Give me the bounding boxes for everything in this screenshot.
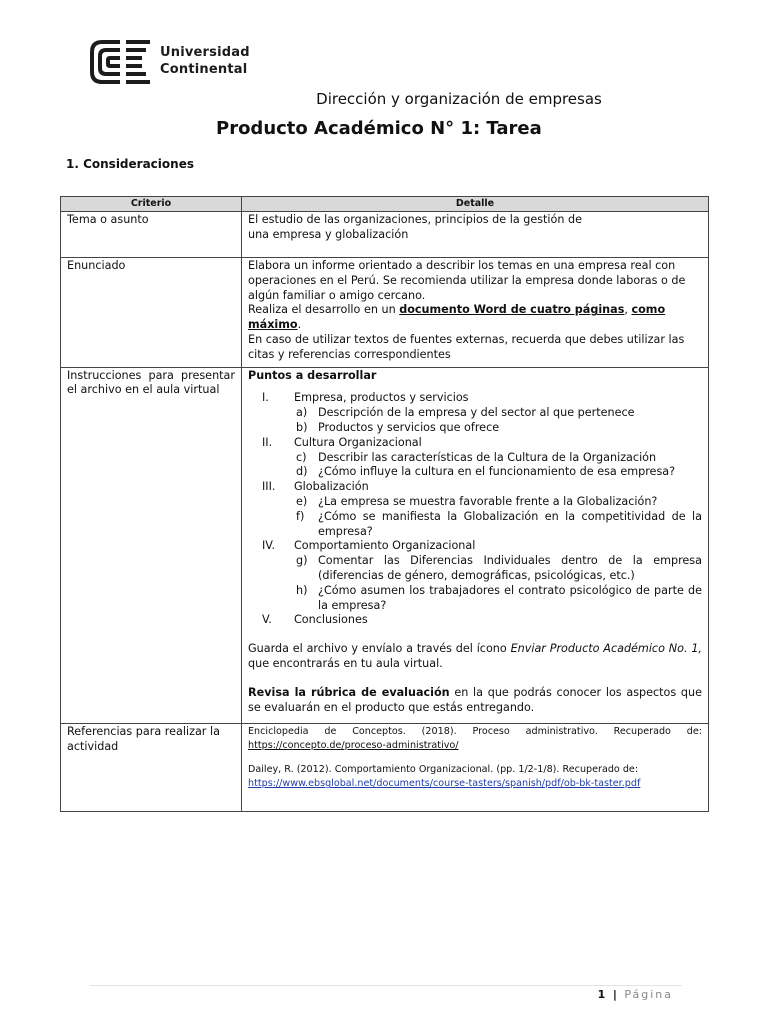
- emphasis-text: como máximo: [248, 303, 666, 332]
- point-text: Comentar las Diferencias Individuales dentro de la empresa (diferencias de género, demográficas, psicológicas, etc.): [318, 554, 702, 582]
- point-text: Conclusiones: [294, 613, 368, 627]
- point-number: III.: [262, 480, 276, 494]
- page-title: Producto Académico N° 1: Tarea: [216, 118, 542, 139]
- row-criterio: Instrucciones para presentar el archivo en el aula virtual: [61, 367, 242, 724]
- emphasis-text: documento Word de cuatro páginas: [399, 303, 625, 317]
- submit-instructions: Guarda el archivo y envíalo a través del ícono Enviar Producto Académico No. 1, que encontrarás en tu aula virtual.: [248, 642, 702, 670]
- reference-1: Enciclopedia de Conceptos. (2018). Proceso administrativo. Recuperado de: https://concepto.de/proceso-administrativo/: [248, 726, 702, 752]
- considerations-table: [60, 196, 709, 812]
- enunciado-paragraph: En caso de utilizar textos de fuentes externas, recuerda que debes utilizar las citas y referencias correspondientes: [248, 332, 685, 361]
- page-number: 1: [597, 988, 608, 1001]
- point-item: [248, 391, 702, 406]
- point-number: f): [296, 509, 305, 523]
- sub-point-item: [248, 554, 702, 584]
- point-text: ¿Cómo asumen los trabajadores el contrato psicológico de parte de la empresa?: [318, 583, 702, 612]
- point-text: Empresa, productos y servicios: [294, 391, 469, 405]
- point-number: b): [296, 420, 308, 434]
- sub-point-item: [248, 421, 702, 436]
- page-footer: 1 | Página: [597, 988, 673, 1001]
- point-text: ¿La empresa se muestra favorable frente a la Globalización?: [318, 494, 658, 508]
- table-row: [61, 367, 709, 724]
- logo-line-2: Continental: [160, 62, 248, 77]
- point-item: [248, 480, 702, 495]
- table-header-row: [61, 197, 709, 212]
- points-heading: Puntos a desarrollar: [248, 368, 377, 382]
- point-item: [248, 613, 702, 628]
- row-detalle: [242, 212, 709, 258]
- point-number: I.: [262, 391, 269, 405]
- reference-link[interactable]: https://www.ebsglobal.net/documents/course-tasters/spanish/pdf/ob-bk-taster.pdf: [248, 778, 641, 790]
- row-criterio: Tema o asunto: [61, 212, 242, 258]
- reference-link[interactable]: https://concepto.de/proceso-administrativo/: [248, 740, 459, 752]
- reference-2: Dailey, R. (2012). Comportamiento Organizacional. (pp. 1/2-1/8). Recuperado de:: [248, 764, 639, 776]
- detalle-line: una empresa y globalización: [248, 227, 409, 241]
- point-number: c): [296, 450, 307, 464]
- point-number: d): [296, 465, 308, 479]
- point-number: e): [296, 494, 308, 508]
- row-detalle: [242, 724, 709, 812]
- table-row: [61, 724, 709, 812]
- logo-line-1: Universidad: [160, 45, 250, 60]
- rubric-note: Revisa la rúbrica de evaluación en la que podrás conocer los aspectos que se evaluarán en el producto que estás entregando.: [248, 685, 702, 714]
- enunciado-paragraph: Realiza el desarrollo en un documento Word de cuatro páginas, como máximo.: [248, 303, 666, 332]
- row-criterio: Enunciado: [61, 258, 242, 368]
- sub-point-item: [248, 451, 702, 466]
- footer-divider: [90, 985, 682, 986]
- point-number: a): [296, 406, 308, 420]
- point-item: [248, 436, 702, 451]
- point-text: Descripción de la empresa y del sector al que pertenece: [318, 406, 635, 420]
- table-row: [61, 258, 709, 368]
- university-logo: [90, 40, 260, 86]
- sub-point-item: [248, 495, 702, 510]
- detalle-line: El estudio de las organizaciones, principios de la gestión de: [248, 213, 583, 226]
- header-criterio: Criterio: [61, 197, 242, 212]
- point-text: Globalización: [294, 480, 369, 494]
- sub-point-item: [248, 465, 702, 480]
- logo-mark-icon: [90, 40, 152, 84]
- table-row: [61, 212, 709, 258]
- reference-2-url-wrap: [248, 777, 702, 791]
- point-number: IV.: [262, 539, 276, 553]
- point-text: Cultura Organizacional: [294, 435, 422, 449]
- point-text: ¿Cómo se manifiesta la Globalización en la competitividad de la empresa?: [318, 509, 702, 538]
- section-heading: 1. Consideraciones: [66, 157, 194, 171]
- page-label: Página: [624, 988, 673, 1001]
- point-text: Productos y servicios que ofrece: [318, 420, 500, 434]
- point-text: ¿Cómo influye la cultura en el funcionamiento de esa empresa?: [318, 465, 676, 479]
- sub-point-item: [248, 510, 702, 540]
- point-number: g): [296, 554, 308, 568]
- row-detalle: [242, 367, 709, 724]
- header-detalle: Detalle: [242, 197, 709, 212]
- point-number: h): [296, 583, 308, 597]
- points-list: [248, 391, 702, 628]
- sub-point-item: [248, 584, 702, 614]
- point-text: Describir las características de la Cultura de la Organización: [318, 450, 657, 464]
- point-number: V.: [262, 613, 272, 627]
- sub-point-item: [248, 406, 702, 421]
- enunciado-paragraph: Elabora un informe orientado a describir los temas en una empresa real con operaciones en el Perú. Se recomienda utilizar la empresa donde laboras o de algún familiar o amigo cercano.: [248, 259, 686, 302]
- row-criterio: Referencias para realizar la actividad: [61, 724, 242, 812]
- point-item: [248, 539, 702, 554]
- point-text: Comportamiento Organizacional: [294, 539, 476, 553]
- row-detalle: [242, 258, 709, 368]
- course-subtitle: Dirección y organización de empresas: [316, 90, 602, 108]
- point-number: II.: [262, 435, 273, 449]
